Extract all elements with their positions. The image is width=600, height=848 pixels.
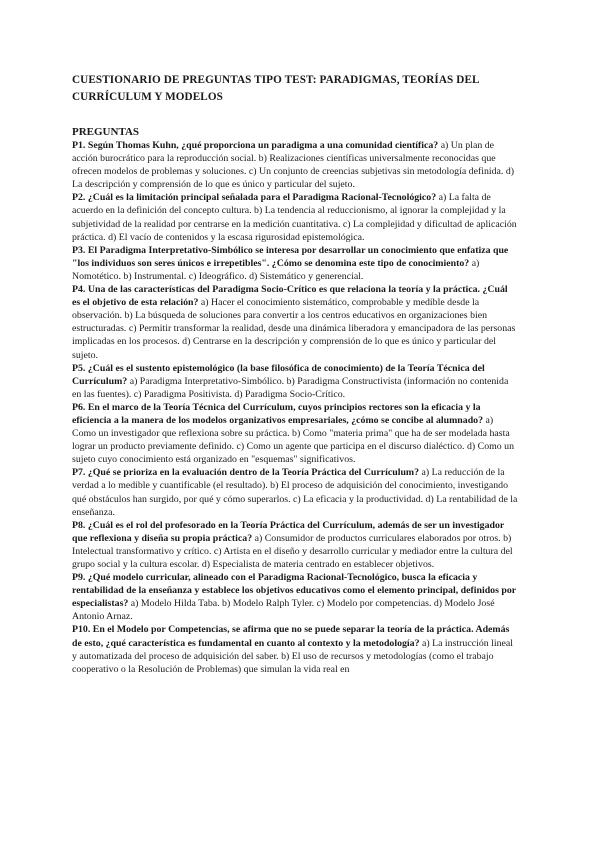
question-text: P4. Una de las características del Paradigma Socio-Crítico es que relaciona la teoría y la práctica. ¿Cuál es el objetivo de esta relación? xyxy=(72,284,508,309)
question-list xyxy=(72,139,518,676)
question-item xyxy=(72,191,518,243)
answer-options: a) Un plan de acción burocrático para la reproducción social. b) Realizaciones científicas universalmente reconocidas que ofrecen modelos de problemas y soluciones. c) Un conjunto de creencias subjetivas sin metodología definida. d) La descripción y comprensión de lo que es único y particular del sujeto. xyxy=(72,140,515,191)
question-item xyxy=(72,362,518,401)
answer-options: a) Consumidor de productos curriculares elaborados por otros. b) Intelectual transformativo y crítico. c) Artista en el diseño y desarrollo curricular y mediador entre la cultura del grupo social y la cultura escolar. d) Especialista de materia centrado en establecer objetivos. xyxy=(72,532,513,570)
answer-options: a) La reducción de la verdad a lo medible y cuantificable (el resultado). b) El proceso de adquisición del conocimiento, investigando qué obstáculos han surgido, por qué y cómo superarlos. c) La eficacia y la productividad. d) La rentabilidad de la enseñanza. xyxy=(72,467,518,518)
question-text: P3. El Paradigma Interpretativo-Simbólico se interesa por desarrollar un conocimiento que enfatiza que "los individuos son seres únicos e irrepetibles". ¿Cómo se denomina este tipo de conocimiento? xyxy=(72,244,509,269)
question-item xyxy=(72,139,518,191)
question-item xyxy=(72,283,518,362)
answer-options: a) Paradigma Interpretativo-Simbólico. b) Paradigma Constructivista (información no contenida en las fuentes). c) Paradigma Positivista. d) Paradigma Socio-Crítico. xyxy=(72,375,509,400)
question-text: P1. Según Thomas Kuhn, ¿qué proporciona un paradigma a una comunidad científica? xyxy=(72,140,439,151)
question-item xyxy=(72,519,518,571)
answer-options: a) Hacer el conocimiento sistemático, comprobable y medible desde la observación. b) La búsqueda de soluciones para convertir a los centros educativos en organizaciones bien estructuradas. c) Permitir transformar la realidad, desde una dinámica liberadora y emancipadora de las personas implicadas en los procesos. d) Centrarse en la descripción y comprensión de lo que es único y particular del sujeto. xyxy=(72,297,516,361)
question-text: P7. ¿Qué se prioriza en la evaluación dentro de la Teoría Práctica del Currículum? xyxy=(72,467,420,479)
document-title: CUESTIONARIO DE PREGUNTAS TIPO TEST: PARADIGMAS, TEORÍAS DEL CURRÍCULUM Y MODELOS xyxy=(72,74,479,103)
question-text: P5. ¿Cuál es el sustento epistemológico (la base filosófica de conocimiento) de la Teoría Técnica del Currículum? xyxy=(72,362,485,387)
section-heading: PREGUNTAS xyxy=(72,126,140,138)
answer-options: a) La falta de acuerdo en la definición del concepto cultura. b) La tendencia al reduccionismo, al ignorar la complejidad y la subjetividad de la realidad por centrarse en la medición cuantitativa. c) La complejidad y dificultad de aplicación práctica. d) El vacío de contenidos y la escasa rigurosidad epistemológica. xyxy=(72,192,517,243)
question-item xyxy=(72,401,518,466)
question-item xyxy=(72,623,518,675)
question-item xyxy=(72,571,518,623)
question-item xyxy=(72,244,518,283)
question-text: P2. ¿Cuál es la limitación principal señalada para el Paradigma Racional-Tecnológico? xyxy=(72,192,437,204)
document-content xyxy=(72,72,518,676)
question-text: P10. En el Modelo por Competencias, se afirma que no se puede separar la teoría de la práctica. Además de esto, ¿qué característica es fundamental en cuanto al contexto y la metodología? xyxy=(72,624,510,649)
answer-options: a) Como un investigador que reflexiona sobre su práctica. b) Como "materia prima" que ha de ser modelada hasta lograr un producto previamente definido. c) Como un agente que participa en el discurso dialéctico. d) Como un sujeto cuyo conocimiento está organizado en "esquemas" significativos. xyxy=(72,414,515,466)
answer-options: a) Modelo Hilda Taba. b) Modelo Ralph Tyler. c) Modelo por competencias. d) Modelo José Antonio Arnaz. xyxy=(72,598,495,623)
question-text: P8. ¿Cuál es el rol del profesorado en la Teoría Práctica del Currículum, además de ser un investigador que reflexiona y diseña su propia práctica? xyxy=(72,519,505,544)
question-text: P6. En el marco de la Teoría Técnica del Currículum, cuyos principios rectores son la eficacia y la eficiencia a la manera de los modelos organizativos empresariales, ¿cómo se concibe al alumnado? xyxy=(72,401,484,426)
answer-options: a) Nomotético. b) Instrumental. c) Ideográfico. d) Sistemático y generencial. xyxy=(72,257,480,282)
answer-options: a) La instrucción lineal y automatizada del proceso de adquisición del saber. b) El uso de recursos y metodologías (como el trabajo cooperativo o la Resolución de Problemas) que simulan la vida real en xyxy=(72,637,513,675)
question-text: P9. ¿Qué modelo curricular, alineado con el Paradigma Racional-Tecnológico, busca la eficacia y rentabilidad de la enseñanza y establece los objetivos educativos como el elemento principal, definidos por especialistas? xyxy=(72,572,516,610)
question-item xyxy=(72,466,518,518)
